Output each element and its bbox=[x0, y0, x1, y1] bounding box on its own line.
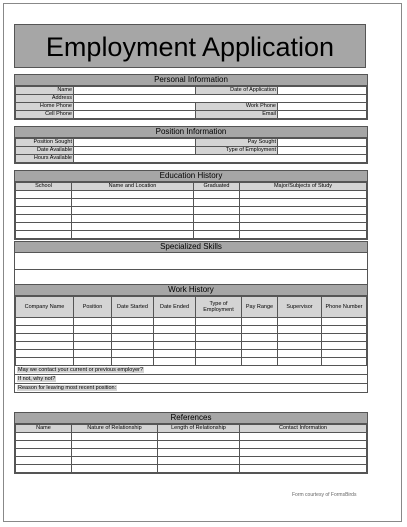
position-information-heading: Position Information bbox=[15, 127, 367, 138]
work-row bbox=[16, 358, 367, 366]
reference-cell[interactable] bbox=[72, 457, 158, 465]
work-col-date-ended: Date Ended bbox=[154, 297, 196, 318]
hours-available-field[interactable] bbox=[74, 155, 367, 163]
reference-row bbox=[16, 465, 367, 473]
education-row bbox=[16, 223, 367, 231]
ref-col-nature: Nature of Relationship bbox=[72, 425, 158, 433]
work-row bbox=[16, 350, 367, 358]
education-col-name-location: Name and Location bbox=[72, 183, 194, 191]
pay-sought-field[interactable] bbox=[278, 139, 367, 147]
education-cell[interactable] bbox=[194, 215, 240, 223]
education-cell[interactable] bbox=[194, 231, 240, 239]
work-cell[interactable] bbox=[154, 318, 196, 326]
skills-line[interactable] bbox=[15, 270, 367, 285]
education-cell[interactable] bbox=[72, 207, 194, 215]
pay-sought-label: Pay Sought bbox=[196, 139, 278, 147]
hours-available-label: Hours Available bbox=[16, 155, 74, 163]
contact-employer-row[interactable] bbox=[15, 366, 367, 375]
date-of-application-field[interactable] bbox=[278, 87, 367, 95]
cell-phone-field[interactable] bbox=[74, 111, 196, 119]
work-cell[interactable] bbox=[242, 318, 278, 326]
work-cell[interactable] bbox=[196, 342, 242, 350]
work-cell[interactable] bbox=[278, 342, 322, 350]
education-cell[interactable] bbox=[16, 223, 72, 231]
type-of-employment-label: Type of Employment bbox=[196, 147, 278, 155]
education-cell[interactable] bbox=[240, 231, 367, 239]
ref-col-contact: Contact Information bbox=[240, 425, 367, 433]
work-col-pay-range: Pay Range bbox=[242, 297, 278, 318]
work-cell[interactable] bbox=[112, 358, 154, 366]
education-cell[interactable] bbox=[72, 223, 194, 231]
education-cell[interactable] bbox=[16, 191, 72, 199]
education-cell[interactable] bbox=[194, 207, 240, 215]
position-sought-label: Position Sought bbox=[16, 139, 74, 147]
education-cell[interactable] bbox=[72, 215, 194, 223]
reference-cell[interactable] bbox=[158, 433, 240, 441]
cell-phone-label: Cell Phone bbox=[16, 111, 74, 119]
education-cell[interactable] bbox=[240, 191, 367, 199]
references-section bbox=[14, 412, 368, 474]
work-cell[interactable] bbox=[278, 318, 322, 326]
work-cell[interactable] bbox=[322, 326, 367, 334]
work-cell[interactable] bbox=[242, 358, 278, 366]
name-field[interactable] bbox=[74, 87, 196, 95]
name-label: Name bbox=[16, 87, 74, 95]
reference-cell[interactable] bbox=[72, 449, 158, 457]
work-cell[interactable] bbox=[74, 326, 112, 334]
ref-col-length: Length of Relationship bbox=[158, 425, 240, 433]
work-cell[interactable] bbox=[112, 342, 154, 350]
work-cell[interactable] bbox=[196, 318, 242, 326]
ref-col-name: Name bbox=[16, 425, 72, 433]
work-cell[interactable] bbox=[196, 358, 242, 366]
work-cell[interactable] bbox=[112, 326, 154, 334]
work-cell[interactable] bbox=[278, 350, 322, 358]
reference-cell[interactable] bbox=[158, 449, 240, 457]
work-row bbox=[16, 342, 367, 350]
reference-cell[interactable] bbox=[16, 449, 72, 457]
personal-information-section bbox=[14, 74, 368, 120]
work-col-supervisor: Supervisor bbox=[278, 297, 322, 318]
work-row bbox=[16, 334, 367, 342]
work-col-type: Type of Employment bbox=[196, 297, 242, 318]
work-cell[interactable] bbox=[112, 350, 154, 358]
specialized-skills-heading: Specialized Skills bbox=[15, 242, 367, 253]
work-cell[interactable] bbox=[322, 350, 367, 358]
reference-cell[interactable] bbox=[158, 465, 240, 473]
work-cell[interactable] bbox=[16, 326, 74, 334]
reference-row bbox=[16, 441, 367, 449]
reference-cell[interactable] bbox=[240, 457, 367, 465]
email-label: Email bbox=[196, 111, 278, 119]
work-cell[interactable] bbox=[16, 358, 74, 366]
work-cell[interactable] bbox=[196, 326, 242, 334]
education-cell[interactable] bbox=[16, 207, 72, 215]
why-not-label: If not, why not? bbox=[18, 376, 56, 382]
home-phone-field[interactable] bbox=[74, 103, 196, 111]
work-cell[interactable] bbox=[242, 342, 278, 350]
work-cell[interactable] bbox=[74, 334, 112, 342]
reference-cell[interactable] bbox=[72, 441, 158, 449]
reference-row bbox=[16, 457, 367, 465]
skills-line[interactable] bbox=[15, 253, 367, 270]
education-cell[interactable] bbox=[72, 231, 194, 239]
address-label: Address bbox=[16, 95, 74, 103]
footer-credit: Form courtesy of FormsBirds bbox=[292, 492, 357, 498]
work-cell[interactable] bbox=[74, 358, 112, 366]
work-cell[interactable] bbox=[196, 334, 242, 342]
education-history-section bbox=[14, 170, 368, 240]
reference-cell[interactable] bbox=[158, 441, 240, 449]
email-field[interactable] bbox=[278, 111, 367, 119]
work-cell[interactable] bbox=[196, 350, 242, 358]
work-cell[interactable] bbox=[322, 358, 367, 366]
work-cell[interactable] bbox=[278, 334, 322, 342]
reason-leaving-label: Reason for leaving most recent position: bbox=[18, 385, 117, 391]
work-col-company: Company Name bbox=[16, 297, 74, 318]
address-field[interactable] bbox=[74, 95, 367, 103]
specialized-skills-section bbox=[14, 241, 368, 286]
work-cell[interactable] bbox=[112, 334, 154, 342]
work-cell[interactable] bbox=[322, 334, 367, 342]
position-information-section bbox=[14, 126, 368, 164]
work-cell[interactable] bbox=[242, 350, 278, 358]
education-cell[interactable] bbox=[240, 207, 367, 215]
work-col-phone: Phone Number bbox=[322, 297, 367, 318]
reference-cell[interactable] bbox=[72, 465, 158, 473]
contact-employer-label: May we contact your current or previous employer? bbox=[18, 367, 144, 373]
work-col-position: Position bbox=[74, 297, 112, 318]
page-title: Employment Application bbox=[14, 24, 366, 68]
education-col-graduated: Graduated bbox=[194, 183, 240, 191]
work-col-date-started: Date Started bbox=[112, 297, 154, 318]
position-sought-field[interactable] bbox=[74, 139, 196, 147]
work-cell[interactable] bbox=[154, 334, 196, 342]
work-cell[interactable] bbox=[278, 358, 322, 366]
work-cell[interactable] bbox=[16, 342, 74, 350]
why-not-row[interactable] bbox=[15, 375, 367, 384]
references-heading: References bbox=[15, 413, 367, 424]
work-cell[interactable] bbox=[322, 318, 367, 326]
work-cell[interactable] bbox=[242, 334, 278, 342]
education-history-heading: Education History bbox=[15, 171, 367, 182]
education-row bbox=[16, 207, 367, 215]
reference-cell[interactable] bbox=[16, 433, 72, 441]
education-cell[interactable] bbox=[16, 215, 72, 223]
work-cell[interactable] bbox=[154, 350, 196, 358]
reference-row bbox=[16, 449, 367, 457]
education-cell[interactable] bbox=[240, 223, 367, 231]
education-cell[interactable] bbox=[240, 215, 367, 223]
reference-cell[interactable] bbox=[240, 441, 367, 449]
education-col-major: Major/Subjects of Study bbox=[240, 183, 367, 191]
work-cell[interactable] bbox=[74, 342, 112, 350]
education-cell[interactable] bbox=[194, 223, 240, 231]
work-cell[interactable] bbox=[16, 334, 74, 342]
work-cell[interactable] bbox=[154, 342, 196, 350]
type-of-employment-field[interactable] bbox=[278, 147, 367, 155]
work-cell[interactable] bbox=[112, 318, 154, 326]
date-available-label: Date Available bbox=[16, 147, 74, 155]
reference-cell[interactable] bbox=[240, 433, 367, 441]
reference-cell[interactable] bbox=[16, 465, 72, 473]
education-cell[interactable] bbox=[240, 199, 367, 207]
work-cell[interactable] bbox=[154, 358, 196, 366]
work-cell[interactable] bbox=[74, 318, 112, 326]
work-phone-label: Work Phone bbox=[196, 103, 278, 111]
education-cell[interactable] bbox=[72, 191, 194, 199]
reference-cell[interactable] bbox=[72, 433, 158, 441]
work-phone-field[interactable] bbox=[278, 103, 367, 111]
education-row bbox=[16, 191, 367, 199]
work-cell[interactable] bbox=[16, 318, 74, 326]
work-cell[interactable] bbox=[154, 326, 196, 334]
work-cell[interactable] bbox=[16, 350, 74, 358]
reference-cell[interactable] bbox=[240, 465, 367, 473]
work-history-section bbox=[14, 284, 368, 393]
personal-information-heading: Personal Information bbox=[15, 75, 367, 86]
date-of-application-label: Date of Application bbox=[196, 87, 278, 95]
work-cell[interactable] bbox=[74, 350, 112, 358]
education-cell[interactable] bbox=[16, 231, 72, 239]
education-cell[interactable] bbox=[16, 199, 72, 207]
education-row bbox=[16, 231, 367, 239]
education-row bbox=[16, 215, 367, 223]
reference-cell[interactable] bbox=[240, 449, 367, 457]
education-col-school: School bbox=[16, 183, 72, 191]
work-cell[interactable] bbox=[242, 326, 278, 334]
work-history-heading: Work History bbox=[15, 285, 367, 296]
work-cell[interactable] bbox=[278, 326, 322, 334]
education-cell[interactable] bbox=[194, 199, 240, 207]
reference-row bbox=[16, 433, 367, 441]
work-row bbox=[16, 326, 367, 334]
home-phone-label: Home Phone bbox=[16, 103, 74, 111]
reference-cell[interactable] bbox=[158, 457, 240, 465]
date-available-field[interactable] bbox=[74, 147, 196, 155]
education-cell[interactable] bbox=[194, 191, 240, 199]
reason-leaving-row[interactable] bbox=[15, 384, 367, 392]
education-row bbox=[16, 199, 367, 207]
reference-cell[interactable] bbox=[16, 441, 72, 449]
work-cell[interactable] bbox=[322, 342, 367, 350]
work-row bbox=[16, 318, 367, 326]
reference-cell[interactable] bbox=[16, 457, 72, 465]
education-cell[interactable] bbox=[72, 199, 194, 207]
